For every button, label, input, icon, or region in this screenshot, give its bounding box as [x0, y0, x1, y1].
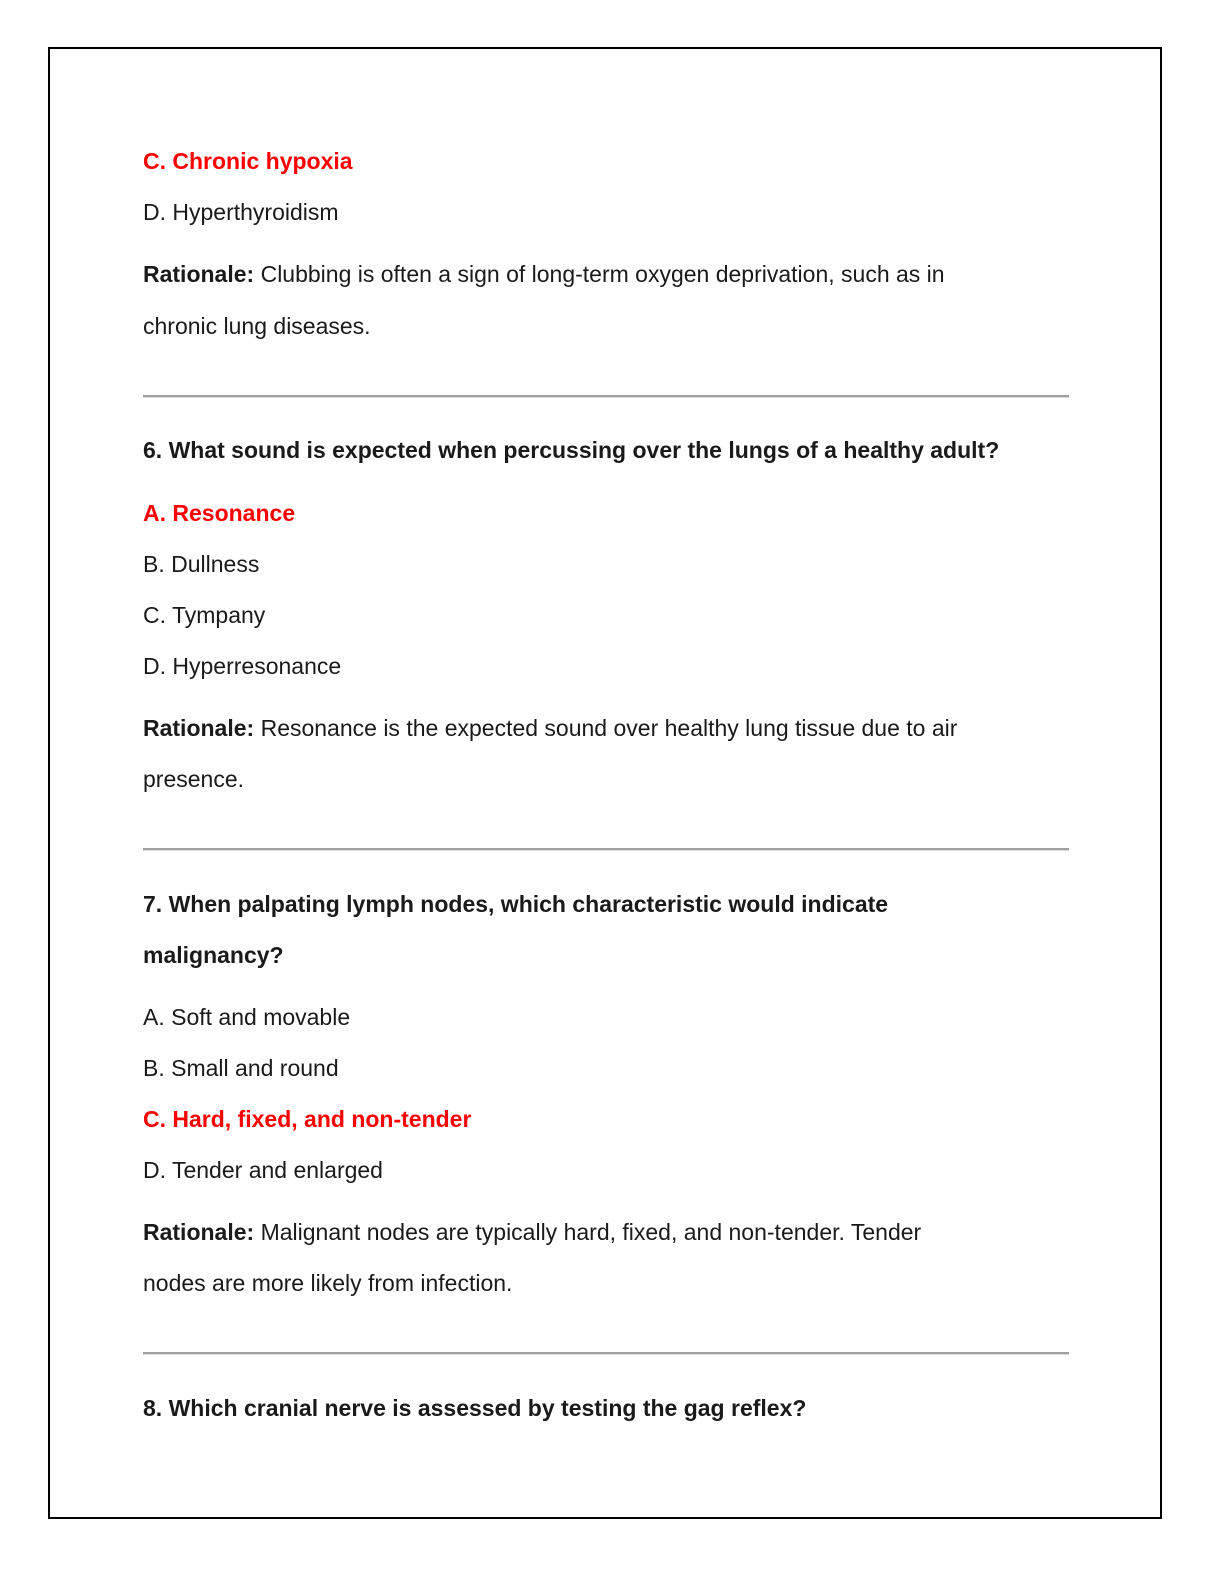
rationale-label: Rationale: — [143, 261, 255, 287]
q7-option-b: B. Small and round — [143, 1055, 339, 1081]
q5-rationale-line1 — [143, 260, 945, 288]
q5-option-d: D. Hyperthyroidism — [143, 199, 339, 225]
q7-option-d: D. Tender and enlarged — [143, 1157, 383, 1183]
q7-question-line1: 7. When palpating lymph nodes, which characteristic would indicate — [143, 891, 889, 917]
section-divider — [143, 1352, 1069, 1355]
rationale-label: Rationale: — [143, 1219, 255, 1245]
q5-rationale-line2: chronic lung diseases. — [143, 313, 371, 339]
q7-question-line2: malignancy? — [143, 942, 284, 968]
q7-option-c: C. Hard, fixed, and non-tender — [143, 1106, 472, 1132]
q6-question: 6. What sound is expected when percussing over the lungs of a healthy adult? — [143, 437, 1000, 463]
rationale-text: Clubbing is often a sign of long-term oxygen deprivation, such as in — [254, 261, 945, 287]
q8-question: 8. Which cranial nerve is assessed by testing the gag reflex? — [143, 1395, 807, 1421]
section-divider — [143, 848, 1069, 851]
q6-option-a: A. Resonance — [143, 500, 296, 526]
rationale-label: Rationale: — [143, 715, 255, 741]
q5-correct-option: C. Chronic hypoxia — [143, 148, 353, 174]
q6-option-c: C. Tympany — [143, 602, 266, 628]
q7-rationale-line1 — [143, 1218, 921, 1246]
q6-option-d: D. Hyperresonance — [143, 653, 342, 679]
q7-rationale-line2: nodes are more likely from infection. — [143, 1270, 513, 1296]
rationale-text: Malignant nodes are typically hard, fixed, and non-tender. Tender — [254, 1219, 922, 1245]
section-divider — [143, 395, 1069, 398]
q7-option-a: A. Soft and movable — [143, 1004, 351, 1030]
rationale-text: Resonance is the expected sound over healthy lung tissue due to air — [254, 715, 958, 741]
q6-rationale-line2: presence. — [143, 766, 245, 792]
q6-option-b: B. Dullness — [143, 551, 260, 577]
q6-rationale-line1 — [143, 714, 957, 742]
